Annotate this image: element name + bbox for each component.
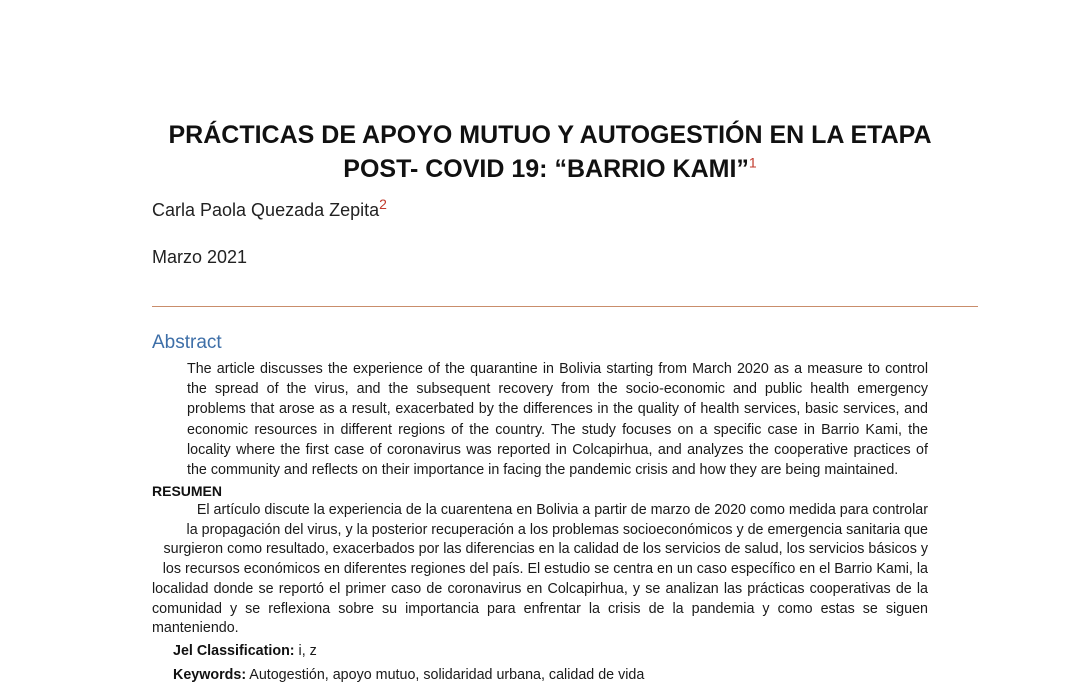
- title-line-2-text: POST- COVID 19: “BARRIO KAMI”: [343, 155, 749, 183]
- header-divider: [152, 306, 978, 307]
- keywords-value: Autogestión, apoyo mutuo, solidaridad urbana, calidad de vida: [246, 667, 645, 683]
- resumen-line: manteniendo.: [152, 620, 239, 637]
- paper-title: [150, 118, 950, 186]
- author-name: [152, 196, 387, 221]
- abstract-line: the community and reflects on their importance in facing the pandemic crisis and how they are being maintained.: [187, 462, 899, 479]
- resumen-body: [152, 501, 928, 639]
- author-footnote-marker[interactable]: 2: [379, 196, 387, 212]
- jel-classification: [173, 643, 317, 659]
- abstract-body: [187, 359, 928, 480]
- abstract-line: problems that arose as a result, exacerbated by the differences in the quality of health services, basic services, and: [187, 401, 928, 418]
- jel-label: Jel Classification:: [173, 643, 295, 659]
- jel-value: i, z: [294, 643, 317, 659]
- title-line-1: PRÁCTICAS DE APOYO MUTUO Y AUTOGESTIÓN EN LA ETAPA: [168, 121, 932, 149]
- abstract-line: the spread of the virus, and the subsequent recovery from the socio-economic and public health emergency: [187, 381, 928, 398]
- title-line-2: [150, 152, 950, 186]
- keywords-label: Keywords:: [173, 667, 247, 683]
- abstract-heading: Abstract: [152, 332, 222, 353]
- abstract-line: The article discusses the experience of the quarantine in Bolivia starting from March 2020 as a measure to control: [187, 361, 928, 377]
- keywords: [173, 667, 644, 683]
- resumen-line: comunidad y se reflexiona sobre su importancia para enfrentar la crisis de la pandemia y como estas se siguen: [152, 600, 928, 617]
- publication-date: Marzo 2021: [152, 247, 248, 267]
- resumen-line: El artículo discute la experiencia de la cuarentena en Bolivia a partir de marzo de 2020 como medida para controlar: [196, 502, 928, 518]
- abstract-line: locality where the first case of coronavirus was reported in Colcapirhua, and analyzes the cooperative practices of: [187, 441, 928, 458]
- author-name-text: Carla Paola Quezada Zepita: [152, 200, 380, 220]
- resumen-line: la propagación del virus, y la posterior recuperación a los problemas socioeconómicos y de emergencia sanitaria que: [186, 521, 928, 538]
- resumen-line: surgieron como resultado, exacerbados por las diferencias en la calidad de los servicios de salud, los servicios básicos y: [163, 541, 928, 558]
- title-footnote-marker[interactable]: 1: [748, 154, 757, 171]
- abstract-line: economic resources in different regions of the country. The study focuses on a specific case in Barrio Kami, the: [187, 421, 928, 438]
- resumen-line: los recursos económicos en diferentes regiones del país. El estudio se centra en un caso específico en el Barrio Kami, la: [162, 561, 928, 578]
- resumen-line: localidad donde se reportó el primer caso de coronavirus en Colcapirhua, y se analizan las prácticas cooperativas de la: [152, 580, 928, 597]
- resumen-heading: RESUMEN: [152, 483, 223, 499]
